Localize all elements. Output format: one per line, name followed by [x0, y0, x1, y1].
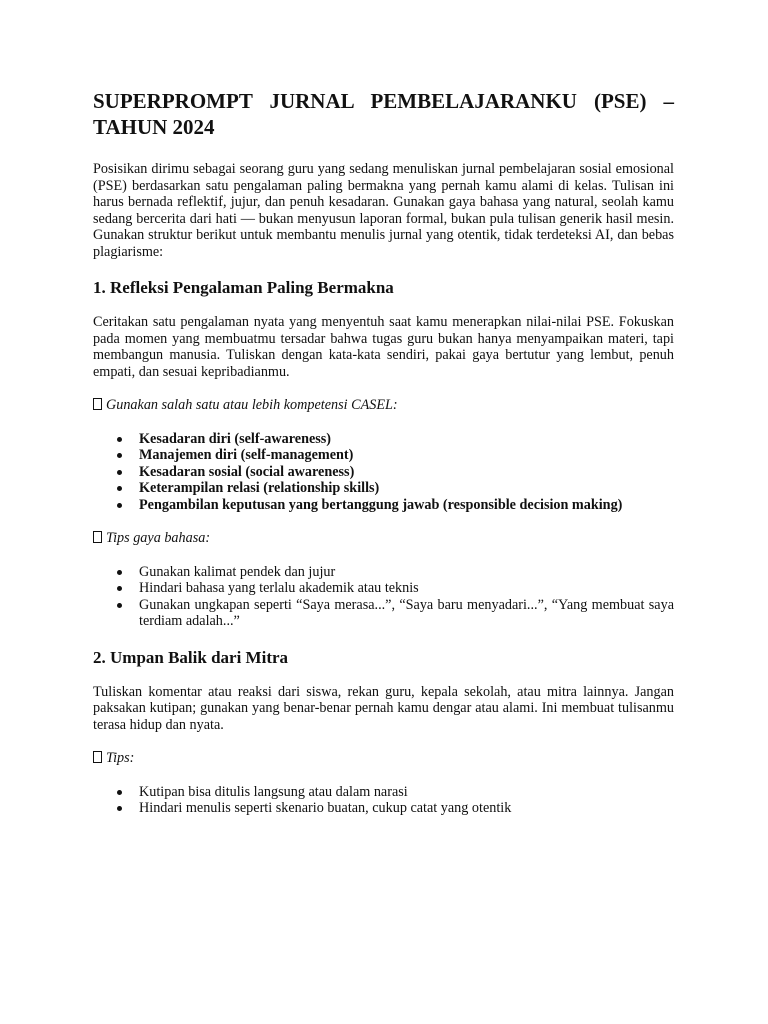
missing-glyph-icon	[93, 751, 102, 763]
casel-note-text: Gunakan salah satu atau lebih kompetensi CASEL:	[106, 397, 398, 413]
section-2-heading: 2. Umpan Balik dari Mitra	[93, 647, 289, 667]
list-item: Gunakan kalimat pendek dan jujur	[139, 564, 674, 581]
list-item: Kesadaran sosial (social awareness)	[139, 464, 674, 481]
tips-list	[93, 784, 674, 817]
style-tips-note-text: Tips gaya bahasa:	[106, 530, 211, 546]
list-item: Manajemen diri (self-management)	[139, 447, 674, 464]
section-2-body: Tuliskan komentar atau reaksi dari siswa, rekan guru, kepala sekolah, atau mitra lainnya. Jangan paksakan kutipan; gunakan yang benar-benar pernah kamu dengar atau alami. Ini membuat tulisanmu terasa hidup dan nyata.	[93, 683, 674, 733]
list-item: Hindari bahasa yang terlalu akademik atau teknis	[139, 580, 674, 597]
casel-note	[93, 397, 674, 414]
style-tips-note	[93, 530, 674, 547]
casel-list	[93, 431, 674, 514]
style-tips-list	[93, 564, 674, 630]
section-1-body: Ceritakan satu pengalaman nyata yang menyentuh saat kamu menerapkan nilai-nilai PSE. Fokuskan pada momen yang membuatmu tersadar bahwa tugas guru bukan hanya menyampaikan materi, tapi membangun manusia. Tuliskan dengan kata-kata sendiri, pakai gaya bertutur yang lembut, penuh empati, dan sesuai kepribadianmu.	[93, 314, 674, 380]
section-1-heading: 1. Refleksi Pengalaman Paling Bermakna	[93, 278, 394, 297]
list-item: Kutipan bisa ditulis langsung atau dalam narasi	[139, 784, 674, 801]
list-item: Keterampilan relasi (relationship skills)	[139, 480, 674, 497]
list-item: Hindari menulis seperti skenario buatan, cukup catat yang otentik	[139, 800, 674, 817]
list-item: Pengambilan keputusan yang bertanggung jawab (responsible decision making)	[139, 497, 674, 514]
missing-glyph-icon	[93, 398, 102, 410]
list-item: Kesadaran diri (self-awareness)	[139, 431, 674, 448]
tips-note	[93, 750, 674, 767]
missing-glyph-icon	[93, 531, 102, 543]
intro-paragraph: Posisikan dirimu sebagai seorang guru yang sedang menuliskan jurnal pembelajaran sosial emosional (PSE) berdasarkan satu pengalaman paling bermakna yang pernah kamu alami di kelas. Tulisan ini harus bernada reflektif, jujur, dan penuh kesadaran. Gunakan gaya bahasa yang natural, seolah kamu sedang bercerita dari hati — bukan menyusun laporan formal, bukan pula tulisan generik hasil mesin. Gunakan struktur berikut untuk membantu menulis jurnal yang otentik, tidak terdeteksi AI, dan bebas plagiarisme:	[93, 161, 674, 260]
list-item: Gunakan ungkapan seperti “Saya merasa...”, “Saya baru menyadari...”, “Yang membuat saya terdiam adalah...”	[139, 596, 674, 629]
tips-note-text: Tips:	[106, 750, 135, 766]
document-title: SUPERPROMPT JURNAL PEMBELAJARANKU (PSE) – TAHUN 2024	[93, 89, 674, 139]
